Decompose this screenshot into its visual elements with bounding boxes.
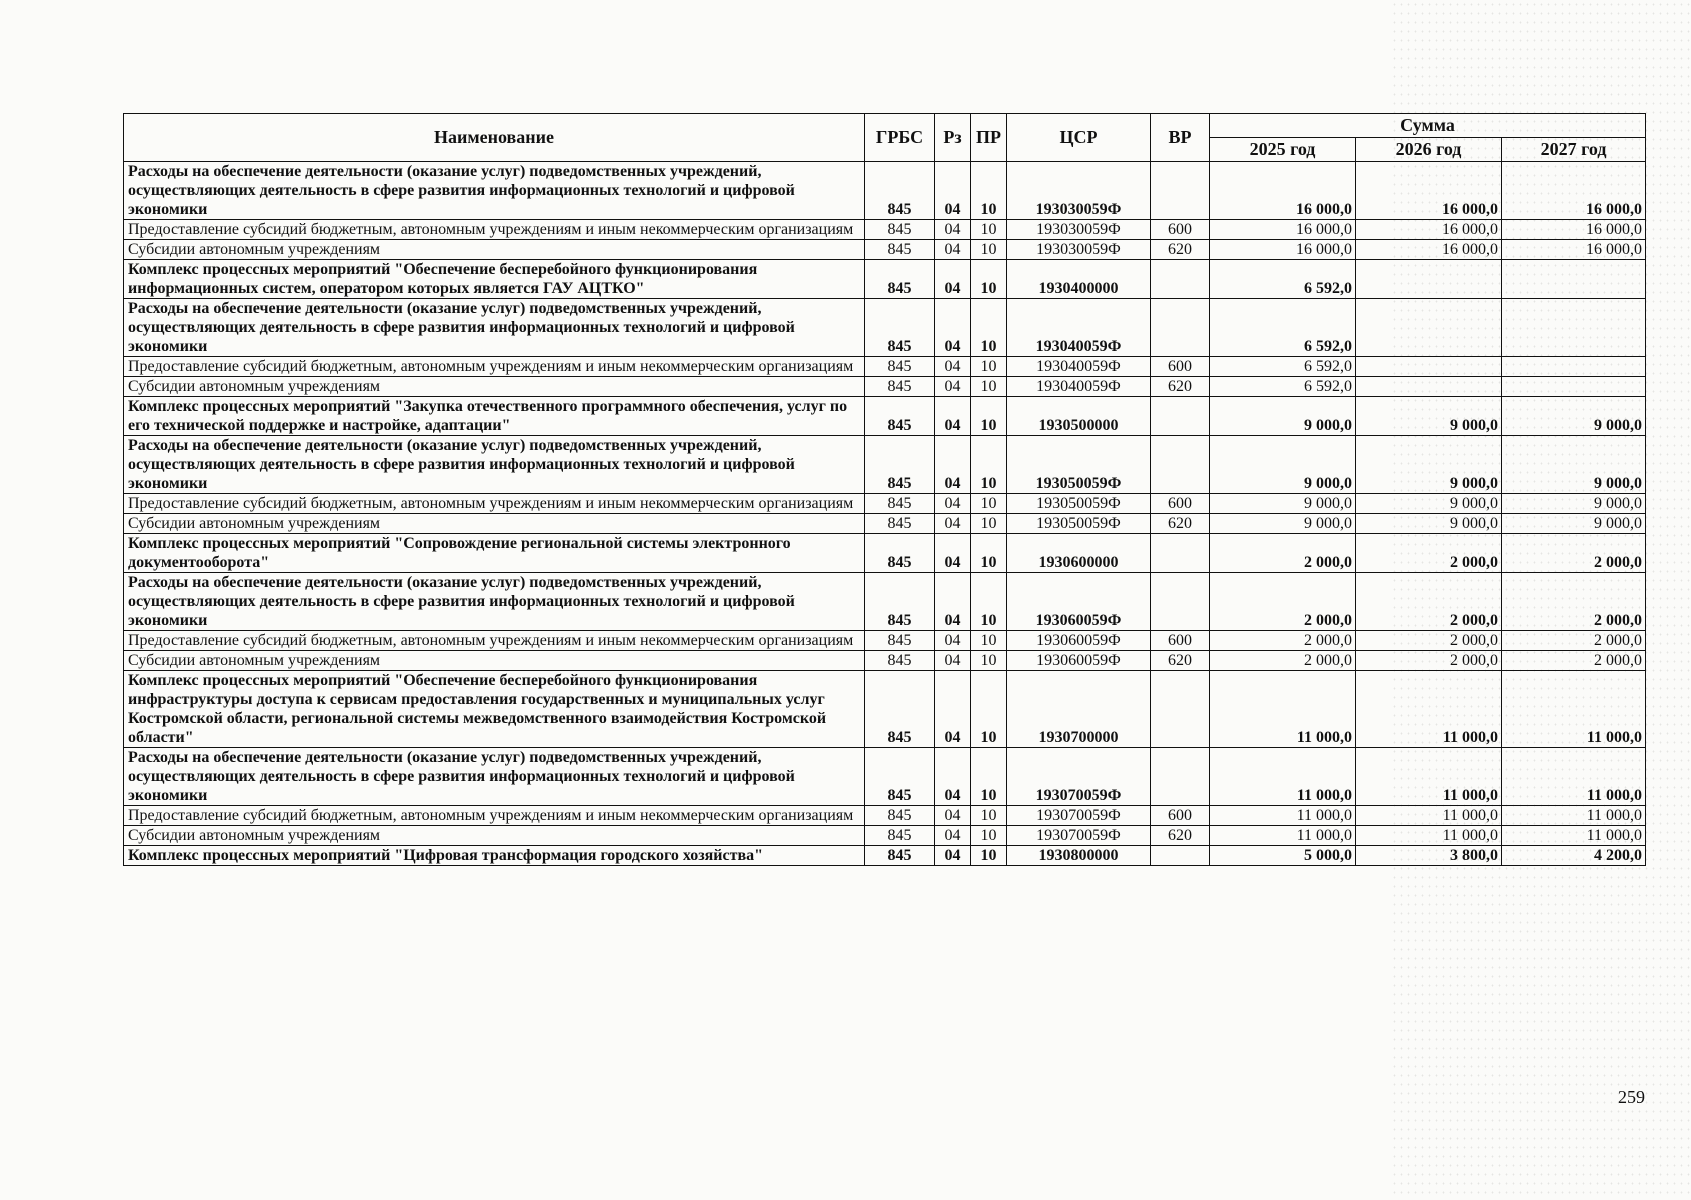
- cell-rz: 04: [935, 357, 971, 377]
- cell-2026: 11 000,0: [1356, 671, 1502, 748]
- cell-2025: 9 000,0: [1210, 494, 1356, 514]
- cell-pr: 10: [971, 651, 1007, 671]
- cell-name: Субсидии автономным учреждениям: [124, 240, 865, 260]
- cell-2026: 2 000,0: [1356, 573, 1502, 631]
- table-row: [124, 240, 1646, 260]
- cell-2026: 16 000,0: [1356, 240, 1502, 260]
- cell-pr: 10: [971, 377, 1007, 397]
- table-header: [124, 114, 1646, 162]
- cell-2026: [1356, 299, 1502, 357]
- table-row: [124, 299, 1646, 357]
- cell-name: Расходы на обеспечение деятельности (оказание услуг) подведомственных учреждений, осуществляющих деятельность в сфере развития информационных технологий и цифровой экономики: [124, 436, 865, 494]
- cell-rz: 04: [935, 377, 971, 397]
- cell-rz: 04: [935, 397, 971, 436]
- cell-csr: 193060059Ф: [1007, 631, 1151, 651]
- cell-grbs: 845: [865, 494, 935, 514]
- cell-name: Комплекс процессных мероприятий "Сопровождение региональной системы электронного документооборота": [124, 534, 865, 573]
- cell-grbs: 845: [865, 534, 935, 573]
- cell-pr: 10: [971, 534, 1007, 573]
- cell-2026: 16 000,0: [1356, 220, 1502, 240]
- cell-2025: 9 000,0: [1210, 397, 1356, 436]
- cell-rz: 04: [935, 846, 971, 866]
- cell-2025: 9 000,0: [1210, 436, 1356, 494]
- cell-pr: 10: [971, 748, 1007, 806]
- cell-name: Комплекс процессных мероприятий "Закупка отечественного программного обеспечения, услуг по его технической поддержке и настройке, адаптации": [124, 397, 865, 436]
- cell-csr: 193060059Ф: [1007, 573, 1151, 631]
- cell-name: Субсидии автономным учреждениям: [124, 514, 865, 534]
- cell-grbs: 845: [865, 514, 935, 534]
- cell-2025: 6 592,0: [1210, 377, 1356, 397]
- table-row: [124, 436, 1646, 494]
- header-sum: Сумма: [1210, 114, 1646, 138]
- cell-2027: 16 000,0: [1502, 162, 1646, 220]
- cell-pr: 10: [971, 514, 1007, 534]
- cell-2027: [1502, 377, 1646, 397]
- cell-2025: 6 592,0: [1210, 260, 1356, 299]
- cell-csr: 193040059Ф: [1007, 357, 1151, 377]
- cell-name: Субсидии автономным учреждениям: [124, 377, 865, 397]
- cell-2026: [1356, 357, 1502, 377]
- cell-csr: 193030059Ф: [1007, 162, 1151, 220]
- cell-2027: [1502, 357, 1646, 377]
- cell-csr: 193040059Ф: [1007, 299, 1151, 357]
- cell-2027: 11 000,0: [1502, 806, 1646, 826]
- cell-grbs: 845: [865, 260, 935, 299]
- header-year-2025: 2025 год: [1210, 138, 1356, 162]
- cell-rz: 04: [935, 240, 971, 260]
- cell-rz: 04: [935, 220, 971, 240]
- cell-2027: 4 200,0: [1502, 846, 1646, 866]
- cell-vr: 620: [1151, 826, 1210, 846]
- cell-rz: 04: [935, 826, 971, 846]
- cell-vr: [1151, 397, 1210, 436]
- cell-2026: 2 000,0: [1356, 651, 1502, 671]
- table-row: [124, 573, 1646, 631]
- cell-pr: 10: [971, 573, 1007, 631]
- table-row: [124, 846, 1646, 866]
- cell-csr: 193070059Ф: [1007, 826, 1151, 846]
- cell-csr: 193070059Ф: [1007, 806, 1151, 826]
- cell-vr: 600: [1151, 806, 1210, 826]
- cell-name: Предоставление субсидий бюджетным, автономным учреждениям и иным некоммерческим организациям: [124, 631, 865, 651]
- cell-grbs: 845: [865, 573, 935, 631]
- cell-csr: 193050059Ф: [1007, 514, 1151, 534]
- table-body: [124, 162, 1646, 866]
- cell-csr: 193030059Ф: [1007, 220, 1151, 240]
- cell-name: Расходы на обеспечение деятельности (оказание услуг) подведомственных учреждений, осуществляющих деятельность в сфере развития информационных технологий и цифровой экономики: [124, 162, 865, 220]
- cell-csr: 1930600000: [1007, 534, 1151, 573]
- cell-2026: 9 000,0: [1356, 494, 1502, 514]
- cell-2025: 11 000,0: [1210, 806, 1356, 826]
- header-pr: ПР: [971, 114, 1007, 162]
- cell-name: Субсидии автономным учреждениям: [124, 651, 865, 671]
- table-row: [124, 748, 1646, 806]
- cell-2026: 2 000,0: [1356, 631, 1502, 651]
- cell-grbs: 845: [865, 671, 935, 748]
- cell-csr: 1930500000: [1007, 397, 1151, 436]
- cell-grbs: 845: [865, 357, 935, 377]
- cell-csr: 193050059Ф: [1007, 494, 1151, 514]
- cell-2025: 16 000,0: [1210, 240, 1356, 260]
- header-year-2027: 2027 год: [1502, 138, 1646, 162]
- cell-rz: 04: [935, 806, 971, 826]
- cell-rz: 04: [935, 514, 971, 534]
- cell-pr: 10: [971, 357, 1007, 377]
- cell-name: Субсидии автономным учреждениям: [124, 826, 865, 846]
- cell-vr: [1151, 534, 1210, 573]
- cell-name: Расходы на обеспечение деятельности (оказание услуг) подведомственных учреждений, осуществляющих деятельность в сфере развития информационных технологий и цифровой экономики: [124, 299, 865, 357]
- cell-vr: 620: [1151, 377, 1210, 397]
- header-name: Наименование: [124, 114, 865, 162]
- cell-pr: 10: [971, 826, 1007, 846]
- cell-rz: 04: [935, 748, 971, 806]
- cell-grbs: 845: [865, 651, 935, 671]
- cell-2026: 2 000,0: [1356, 534, 1502, 573]
- cell-grbs: 845: [865, 631, 935, 651]
- cell-grbs: 845: [865, 162, 935, 220]
- cell-2026: 9 000,0: [1356, 397, 1502, 436]
- cell-csr: 1930400000: [1007, 260, 1151, 299]
- cell-csr: 1930700000: [1007, 671, 1151, 748]
- page-number: 259: [1618, 1087, 1645, 1107]
- cell-2027: 16 000,0: [1502, 240, 1646, 260]
- cell-2027: 9 000,0: [1502, 514, 1646, 534]
- cell-2026: 16 000,0: [1356, 162, 1502, 220]
- cell-2026: 9 000,0: [1356, 436, 1502, 494]
- cell-2027: 16 000,0: [1502, 220, 1646, 240]
- cell-2027: 11 000,0: [1502, 826, 1646, 846]
- cell-vr: [1151, 436, 1210, 494]
- cell-grbs: 845: [865, 846, 935, 866]
- cell-pr: 10: [971, 806, 1007, 826]
- cell-2026: 11 000,0: [1356, 748, 1502, 806]
- cell-2025: 9 000,0: [1210, 514, 1356, 534]
- cell-name: Предоставление субсидий бюджетным, автономным учреждениям и иным некоммерческим организациям: [124, 357, 865, 377]
- cell-grbs: 845: [865, 436, 935, 494]
- cell-rz: 04: [935, 494, 971, 514]
- cell-name: Предоставление субсидий бюджетным, автономным учреждениям и иным некоммерческим организациям: [124, 806, 865, 826]
- table-row: [124, 397, 1646, 436]
- cell-vr: 600: [1151, 220, 1210, 240]
- cell-vr: 600: [1151, 631, 1210, 651]
- cell-vr: 620: [1151, 240, 1210, 260]
- header-grbs: ГРБС: [865, 114, 935, 162]
- header-vr: ВР: [1151, 114, 1210, 162]
- cell-rz: 04: [935, 631, 971, 651]
- cell-csr: 193060059Ф: [1007, 651, 1151, 671]
- cell-vr: 620: [1151, 514, 1210, 534]
- table-row: [124, 514, 1646, 534]
- budget-table: [123, 113, 1646, 866]
- cell-2026: 11 000,0: [1356, 806, 1502, 826]
- cell-2025: 16 000,0: [1210, 220, 1356, 240]
- cell-2027: 2 000,0: [1502, 534, 1646, 573]
- cell-2026: 3 800,0: [1356, 846, 1502, 866]
- cell-csr: 193040059Ф: [1007, 377, 1151, 397]
- cell-csr: 193050059Ф: [1007, 436, 1151, 494]
- cell-vr: 600: [1151, 357, 1210, 377]
- cell-rz: 04: [935, 299, 971, 357]
- cell-pr: 10: [971, 299, 1007, 357]
- table-row: [124, 631, 1646, 651]
- cell-2025: 6 592,0: [1210, 299, 1356, 357]
- cell-2025: 11 000,0: [1210, 748, 1356, 806]
- cell-2025: 16 000,0: [1210, 162, 1356, 220]
- table-row: [124, 806, 1646, 826]
- cell-2025: 11 000,0: [1210, 826, 1356, 846]
- table-row: [124, 494, 1646, 514]
- table-row: [124, 651, 1646, 671]
- cell-2027: 2 000,0: [1502, 631, 1646, 651]
- cell-2027: [1502, 260, 1646, 299]
- cell-pr: 10: [971, 220, 1007, 240]
- cell-2027: 11 000,0: [1502, 671, 1646, 748]
- cell-2025: 11 000,0: [1210, 671, 1356, 748]
- cell-2027: 9 000,0: [1502, 397, 1646, 436]
- cell-2025: 2 000,0: [1210, 534, 1356, 573]
- cell-rz: 04: [935, 260, 971, 299]
- cell-pr: 10: [971, 494, 1007, 514]
- cell-rz: 04: [935, 162, 971, 220]
- cell-name: Расходы на обеспечение деятельности (оказание услуг) подведомственных учреждений, осуществляющих деятельность в сфере развития информационных технологий и цифровой экономики: [124, 748, 865, 806]
- cell-csr: 1930800000: [1007, 846, 1151, 866]
- cell-rz: 04: [935, 534, 971, 573]
- cell-vr: 600: [1151, 494, 1210, 514]
- cell-vr: [1151, 748, 1210, 806]
- cell-grbs: 845: [865, 299, 935, 357]
- cell-name: Комплекс процессных мероприятий "Цифровая трансформация городского хозяйства": [124, 846, 865, 866]
- cell-pr: 10: [971, 436, 1007, 494]
- table-row: [124, 357, 1646, 377]
- cell-grbs: 845: [865, 397, 935, 436]
- cell-pr: 10: [971, 260, 1007, 299]
- header-rz: Рз: [935, 114, 971, 162]
- cell-2027: 2 000,0: [1502, 651, 1646, 671]
- cell-2025: 2 000,0: [1210, 651, 1356, 671]
- cell-2027: 2 000,0: [1502, 573, 1646, 631]
- cell-pr: 10: [971, 240, 1007, 260]
- cell-2026: 9 000,0: [1356, 514, 1502, 534]
- cell-pr: 10: [971, 397, 1007, 436]
- cell-2025: 5 000,0: [1210, 846, 1356, 866]
- cell-name: Комплекс процессных мероприятий "Обеспечение бесперебойного функционирования информационных систем, оператором которых является ГАУ АЦТКО": [124, 260, 865, 299]
- table-row: [124, 377, 1646, 397]
- cell-rz: 04: [935, 573, 971, 631]
- cell-grbs: 845: [865, 377, 935, 397]
- cell-2027: [1502, 299, 1646, 357]
- cell-vr: [1151, 671, 1210, 748]
- cell-vr: [1151, 846, 1210, 866]
- cell-csr: 193070059Ф: [1007, 748, 1151, 806]
- cell-2027: 9 000,0: [1502, 436, 1646, 494]
- cell-csr: 193030059Ф: [1007, 240, 1151, 260]
- cell-grbs: 845: [865, 826, 935, 846]
- cell-2026: 11 000,0: [1356, 826, 1502, 846]
- cell-pr: 10: [971, 671, 1007, 748]
- cell-2026: [1356, 260, 1502, 299]
- table-row: [124, 826, 1646, 846]
- table-row: [124, 220, 1646, 240]
- cell-2027: 9 000,0: [1502, 494, 1646, 514]
- cell-2026: [1356, 377, 1502, 397]
- table-row: [124, 671, 1646, 748]
- cell-grbs: 845: [865, 806, 935, 826]
- cell-vr: [1151, 260, 1210, 299]
- cell-rz: 04: [935, 671, 971, 748]
- table-row: [124, 260, 1646, 299]
- cell-rz: 04: [935, 436, 971, 494]
- table-row: [124, 162, 1646, 220]
- cell-name: Предоставление субсидий бюджетным, автономным учреждениям и иным некоммерческим организациям: [124, 494, 865, 514]
- cell-vr: [1151, 299, 1210, 357]
- cell-grbs: 845: [865, 748, 935, 806]
- cell-vr: 620: [1151, 651, 1210, 671]
- header-csr: ЦСР: [1007, 114, 1151, 162]
- cell-2025: 2 000,0: [1210, 631, 1356, 651]
- cell-2027: 11 000,0: [1502, 748, 1646, 806]
- cell-pr: 10: [971, 631, 1007, 651]
- cell-grbs: 845: [865, 220, 935, 240]
- table-row: [124, 534, 1646, 573]
- cell-grbs: 845: [865, 240, 935, 260]
- cell-rz: 04: [935, 651, 971, 671]
- cell-2025: 2 000,0: [1210, 573, 1356, 631]
- cell-2025: 6 592,0: [1210, 357, 1356, 377]
- cell-pr: 10: [971, 162, 1007, 220]
- header-year-2026: 2026 год: [1356, 138, 1502, 162]
- cell-vr: [1151, 162, 1210, 220]
- cell-pr: 10: [971, 846, 1007, 866]
- cell-name: Комплекс процессных мероприятий "Обеспечение бесперебойного функционирования инфраструктуры доступа к сервисам предоставления государственных и муниципальных услуг Костромской области, региональной системы межведомственного взаимодействия Костромской области": [124, 671, 865, 748]
- cell-name: Расходы на обеспечение деятельности (оказание услуг) подведомственных учреждений, осуществляющих деятельность в сфере развития информационных технологий и цифровой экономики: [124, 573, 865, 631]
- cell-vr: [1151, 573, 1210, 631]
- cell-name: Предоставление субсидий бюджетным, автономным учреждениям и иным некоммерческим организациям: [124, 220, 865, 240]
